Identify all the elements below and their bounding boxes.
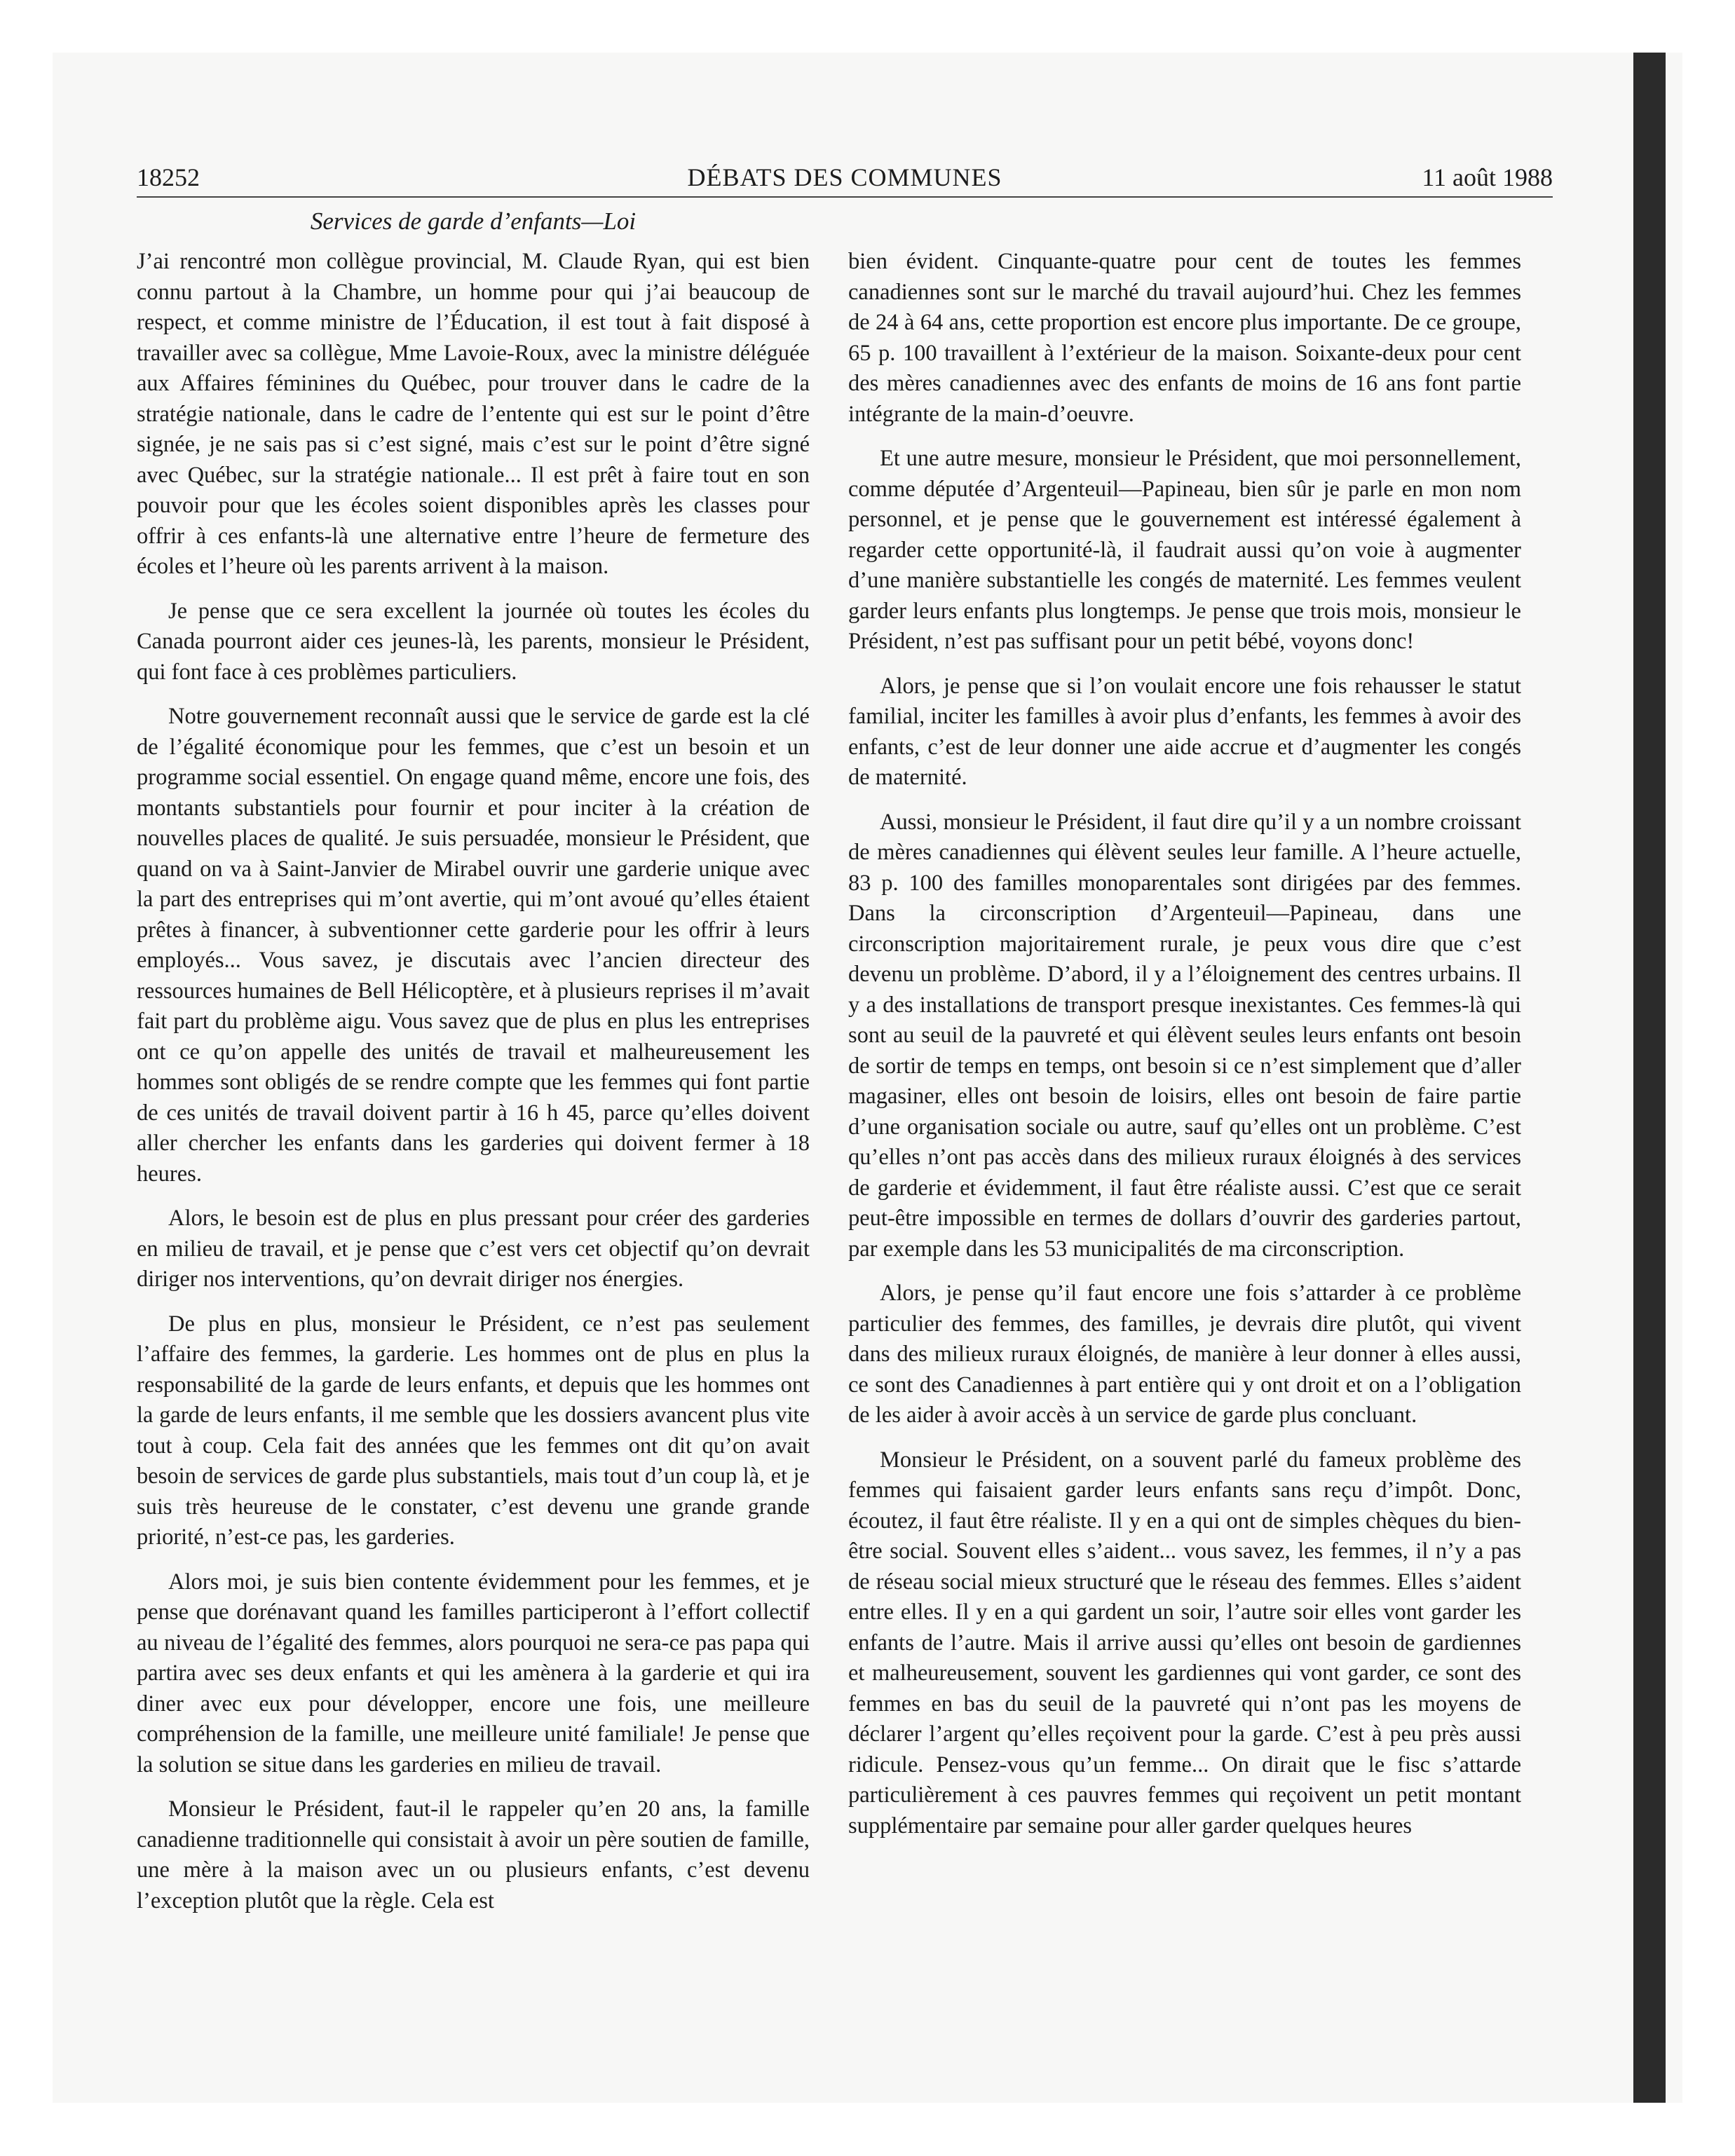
right-column bbox=[848, 247, 1521, 1855]
scan-edge-shadow bbox=[1633, 53, 1666, 2103]
paragraph: Aussi, monsieur le Président, il faut dire qu’il y a un nombre croissant de mères canadiennes qui élèvent seules leur famille. A l’heure actuelle, 83 p. 100 des familles monoparentales sont dirigées par des femmes. Dans la circonscription d’Argenteuil—Papineau, dans une circonscription majoritairement rurale, je peux vous dire que c’est devenu un problème. D’abord, il y a l’éloignement des centres urbains. Il y a des installations de transport presque inexistantes. Ces femmes-là qui sont au seuil de la pauvreté et qui élèvent seules leurs enfants ont besoin de sortir de temps en temps, ont besoin si ce n’est simplement que d’aller magasiner, elles ont besoin de loisirs, elles ont besoin de faire partie d’une organisation sociale ou autre, sauf qu’elles ont un problème. C’est qu’elles n’ont pas accès dans des milieux ruraux éloignés à des services de garderie et évidemment, il faut être réaliste aussi. C’est que ce serait peut-être impossible en termes de dollars d’ouvrir des garderies partout, par exemple dans les 53 municipalités de ma circonscription. bbox=[848, 809, 1521, 1262]
paragraph: Je pense que ce sera excellent la journée où toutes les écoles du Canada pourront aider ces jeunes-là, les parents, monsieur le Président, qui font face à ces problèmes particuliers. bbox=[137, 598, 810, 685]
paragraph: Monsieur le Président, on a souvent parlé du fameux problème des femmes qui faisaient garder leurs enfants sans reçu d’impôt. Donc, écoutez, il faut être réaliste. Il y en a qui ont de simples chèques du bien-être social. Souvent elles s’aident... vous savez, les femmes, il n’y a pas de réseau social mieux structuré que le réseau des femmes. Elles s’aident entre elles. Il y en a qui gardent un soir, l’autre soir elles vont garder les enfants de l’autre. Mais il arrive aussi qu’elles ont besoin de gardiennes et malheureusement, souvent les gardiennes qui vont garder, ce sont des femmes en bas du seuil de la pauvreté qui n’ont pas les moyens de déclarer l’argent qu’elles reçoivent pour la garde. C’est à peu près aussi ridicule. Pensez-vous qu’un femme... On dirait que le fisc s’attarde particulièrement à ces pauvres femmes qui reçoivent un petit montant supplémentaire par semaine pour aller garder quelques heures bbox=[848, 1447, 1521, 1838]
paragraph: bien évident. Cinquante-quatre pour cent de toutes les femmes canadiennes sont sur le marché du travail aujourd’hui. Chez les femmes de 24 à 64 ans, cette proportion est encore plus importante. De ce groupe, 65 p. 100 travaillent à l’extérieur de la maison. Soixante-deux pour cent des mères canadiennes avec des enfants de moins de 16 ans font partie intégrante de la main-d’oeuvre. bbox=[848, 249, 1521, 427]
paragraph: Alors, le besoin est de plus en plus pressant pour créer des garderies en milieu de travail, et je pense que c’est vers cet objectif qu’on devrait diriger nos interventions, qu’on devrait diriger nos énergies. bbox=[137, 1206, 810, 1292]
left-column bbox=[137, 247, 810, 1930]
page-header bbox=[137, 163, 1553, 198]
section-title: Services de garde d’enfants—Loi bbox=[310, 207, 637, 235]
paragraph: J’ai rencontré mon collègue provincial, M. Claude Ryan, qui est bien connu partout à la Chambre, un homme pour qui j’ai beaucoup de respect, et comme ministre de l’Éducation, il est tout à fait disposé à travailler avec sa collègue, Mme Lavoie-Roux, avec la ministre déléguée aux Affaires féminines du Québec, pour trouver dans le cadre de la stratégie nationale, dans le cadre de l’entente qui est sur le point d’être signée, je ne sais pas si c’est signé, mais c’est sur le point d’être signé avec Québec, sur la stratégie nationale... Il est prêt à faire tout en son pouvoir pour que les écoles soient disponibles après les classes pour offrir à ces enfants-là une alternative entre l’heure de fermeture des écoles et l’heure où les parents arrivent à la maison. bbox=[137, 249, 810, 579]
page-number: 18252 bbox=[137, 163, 200, 191]
paragraph: Alors, je pense qu’il faut encore une fois s’attarder à ce problème particulier des femmes, des familles, je devrais dire plutôt, qui vivent dans des milieux ruraux éloignés, de manière à leur donner à elles aussi, ce sont des Canadiennes à part entière qui y ont droit et on a l’obligation de les aider à avoir accès à un service de garde plus concluant. bbox=[848, 1281, 1521, 1428]
paragraph: Et une autre mesure, monsieur le Président, que moi personnellement, comme députée d’Argenteuil—Papineau, bien sûr je parle en mon nom personnel, et je pense que le gouvernement est intéressé également à regarder cette opportunité-là, il faudrait aussi qu’on voie à augmenter d’une manière substantielle les congés de maternité. Les femmes veulent garder leurs enfants plus longtemps. Je pense que trois mois, monsieur le Président, n’est pas suffisant pour un petit bébé, voyons donc! bbox=[848, 446, 1521, 654]
publication-date: 11 août 1988 bbox=[1422, 163, 1553, 191]
paragraph: De plus en plus, monsieur le Président, ce n’est pas seulement l’affaire des femmes, la garderie. Les hommes ont de plus en plus la responsabilité de la garde de leurs enfants, et depuis que les hommes ont la garde de leurs enfants, il me semble que les dossiers avancent plus vite tout à coup. Cela fait des années que les femmes ont dit qu’on avait besoin de services de garde plus substantiels, mais tout d’un coup là, et je suis très heureuse de le constater, c’est devenu une grande grande priorité, n’est-ce pas, les garderies. bbox=[137, 1311, 810, 1550]
paragraph: Alors, je pense que si l’on voulait encore une fois rehausser le statut familial, inciter les familles à avoir plus d’enfants, les femmes à avoir des enfants, c’est de leur donner une aide accrue et d’augmenter les congés de maternité. bbox=[848, 673, 1521, 790]
publication-title: DÉBATS DES COMMUNES bbox=[687, 163, 1002, 191]
paragraph: Notre gouvernement reconnaît aussi que le service de garde est la clé de l’égalité économique pour les femmes, que c’est un besoin et un programme social essentiel. On engage quand même, encore une fois, des montants substantiels pour fournir et pour inciter à la création de nouvelles places de qualité. Je suis persuadée, monsieur le Président, que quand on va à Saint-Janvier de Mirabel ouvrir une garderie unique avec la part des entreprises qui m’ont avertie, qui m’ont avoué qu’elles étaient prêtes à financer, à subventionner cette garderie pour les offrir à leurs employés... Vous savez, je discutais avec l’ancien directeur des ressources humaines de Bell Hélicoptère, et à plusieurs reprises il m’avait fait part du problème aigu. Vous savez que de plus en plus les entreprises ont ce qu’on appelle des unités de travail et malheureusement les hommes sont obligés de se rendre compte que les femmes qui font partie de ces unités de travail doivent partir à 16 h 45, parce qu’elles doivent aller chercher les enfants dans les garderies qui doivent fermer à 18 heures. bbox=[137, 704, 810, 1187]
paragraph: Monsieur le Président, faut-il le rappeler qu’en 20 ans, la famille canadienne traditionnelle qui consistait à avoir un père soutien de famille, une mère à la maison avec un ou plusieurs enfants, c’est devenu l’exception plutôt que la règle. Cela est bbox=[137, 1796, 810, 1913]
paragraph: Alors moi, je suis bien contente évidemment pour les femmes, et je pense que dorénavant quand les familles participeront à l’effort collectif au niveau de l’égalité des femmes, alors pourquoi ne sera-ce pas papa qui partira avec ses deux enfants et qui les amènera à la garderie et qui ira diner avec eux pour développer, encore une fois, une meilleure compréhension de la famille, une meilleure unité familiale! Je pense que la solution se situe dans les garderies en milieu de travail. bbox=[137, 1569, 810, 1778]
